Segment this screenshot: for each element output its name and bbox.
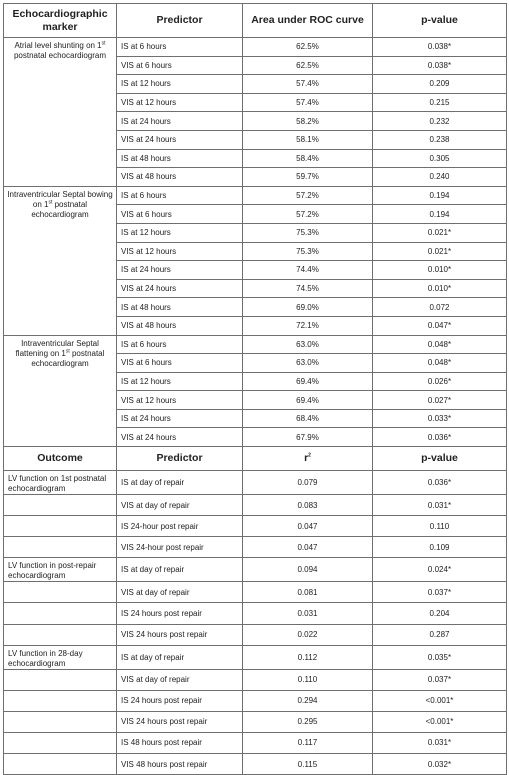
table-row	[4, 711, 507, 732]
table-row	[4, 558, 507, 582]
r2-cell: 0.110	[243, 669, 373, 690]
p-value-cell: 0.026*	[373, 372, 507, 391]
auc-cell: 57.4%	[243, 93, 373, 112]
r2-cell: 0.022	[243, 624, 373, 645]
p-value-cell: 0.010*	[373, 261, 507, 280]
outcome-cell	[4, 603, 117, 624]
outcome-cell: LV function in 28-day echocardiogram	[4, 645, 117, 669]
auc-cell: 75.3%	[243, 242, 373, 261]
p-value-cell: 0.238	[373, 130, 507, 149]
predictor-cell: VIS at 24 hours	[117, 428, 243, 447]
auc-cell: 75.3%	[243, 223, 373, 242]
predictor-cell: VIS 48 hours post repair	[117, 754, 243, 775]
p-value-cell: 0.048*	[373, 335, 507, 354]
table-row	[4, 669, 507, 690]
auc-cell: 72.1%	[243, 316, 373, 335]
auc-cell: 62.5%	[243, 56, 373, 75]
predictor-cell: IS at day of repair	[117, 645, 243, 669]
auc-cell: 57.4%	[243, 75, 373, 94]
auc-cell: 59.7%	[243, 168, 373, 187]
predictor-cell: IS 24 hours post repair	[117, 603, 243, 624]
echo-marker-cell: Atrial level shunting on 1st postnatal echocardiogram	[4, 38, 117, 187]
predictor-cell: IS at 48 hours	[117, 149, 243, 168]
auc-cell: 68.4%	[243, 409, 373, 428]
predictor-cell: IS at 24 hours	[117, 409, 243, 428]
r2-cell: 0.117	[243, 732, 373, 753]
predictor-cell: VIS at 6 hours	[117, 205, 243, 224]
p-value-cell: 0.032*	[373, 754, 507, 775]
r2-cell: 0.079	[243, 471, 373, 495]
table-row	[4, 603, 507, 624]
r2-cell: 0.112	[243, 645, 373, 669]
auc-cell: 58.2%	[243, 112, 373, 131]
predictor-cell: VIS at 12 hours	[117, 242, 243, 261]
predictor-cell: VIS at 48 hours	[117, 168, 243, 187]
auc-cell: 69.4%	[243, 372, 373, 391]
p-value-cell: 0.109	[373, 537, 507, 558]
r2-cell: 0.047	[243, 516, 373, 537]
table2-header-row	[4, 447, 507, 471]
predictor-cell: VIS 24 hours post repair	[117, 711, 243, 732]
p-value-cell: 0.209	[373, 75, 507, 94]
predictor-cell: IS at 12 hours	[117, 372, 243, 391]
p-value-cell: 0.021*	[373, 242, 507, 261]
auc-cell: 57.2%	[243, 205, 373, 224]
p-value-cell: 0.287	[373, 624, 507, 645]
p-value-cell: 0.036*	[373, 428, 507, 447]
predictor-cell: IS at 48 hours	[117, 298, 243, 317]
p-value-cell: 0.010*	[373, 279, 507, 298]
echo-marker-cell: Intraventricular Septal flattening on 1st postnatal echocardiogram	[4, 335, 117, 447]
predictor-column-header: Predictor	[117, 4, 243, 38]
table-row	[4, 471, 507, 495]
r2-column-header: $r^2$	[243, 447, 373, 471]
p-value-cell: 0.110	[373, 516, 507, 537]
auc-cell: 74.4%	[243, 261, 373, 280]
predictor-cell: VIS at 12 hours	[117, 391, 243, 410]
outcome-cell	[4, 624, 117, 645]
p-value-cell: 0.215	[373, 93, 507, 112]
results-table	[3, 3, 507, 775]
p-value-column-header: p-value	[373, 447, 507, 471]
r2-cell: 0.047	[243, 537, 373, 558]
table-row	[4, 732, 507, 753]
outcome-cell	[4, 669, 117, 690]
auc-cell: 69.4%	[243, 391, 373, 410]
p-value-cell: <0.001*	[373, 690, 507, 711]
auc-cell: 67.9%	[243, 428, 373, 447]
p-value-cell: 0.194	[373, 205, 507, 224]
outcome-cell	[4, 754, 117, 775]
auc-cell: 57.2%	[243, 186, 373, 205]
table-row	[4, 516, 507, 537]
auc-cell: 74.5%	[243, 279, 373, 298]
r2-cell: 0.081	[243, 582, 373, 603]
auc-column-header: Area under ROC curve	[243, 4, 373, 38]
predictor-cell: IS at 24 hours	[117, 112, 243, 131]
predictor-cell: IS 24-hour post repair	[117, 516, 243, 537]
table-row	[4, 38, 507, 57]
table-row	[4, 495, 507, 516]
predictor-cell: IS at day of repair	[117, 471, 243, 495]
table-row	[4, 754, 507, 775]
echo-marker-cell: Intraventricular Septal bowing on 1st postnatal echocardiogram	[4, 186, 117, 335]
p-value-cell: 0.027*	[373, 391, 507, 410]
table-row	[4, 186, 507, 205]
table-row	[4, 582, 507, 603]
p-value-cell: <0.001*	[373, 711, 507, 732]
predictor-cell: IS at 6 hours	[117, 335, 243, 354]
outcome-cell	[4, 495, 117, 516]
r2-cell: 0.031	[243, 603, 373, 624]
outcome-cell	[4, 582, 117, 603]
predictor-cell: IS at 6 hours	[117, 38, 243, 57]
auc-cell: 58.1%	[243, 130, 373, 149]
auc-cell: 62.5%	[243, 38, 373, 57]
p-value-cell: 0.232	[373, 112, 507, 131]
predictor-cell: VIS at 24 hours	[117, 130, 243, 149]
predictor-cell: VIS at 12 hours	[117, 93, 243, 112]
p-value-cell: 0.037*	[373, 582, 507, 603]
predictor-cell: VIS at 6 hours	[117, 56, 243, 75]
outcome-cell	[4, 732, 117, 753]
table-row	[4, 335, 507, 354]
r2-cell: 0.094	[243, 558, 373, 582]
predictor-cell: IS at 6 hours	[117, 186, 243, 205]
p-value-cell: 0.047*	[373, 316, 507, 335]
r2-cell: 0.115	[243, 754, 373, 775]
predictor-cell: VIS at 48 hours	[117, 316, 243, 335]
r2-cell: 0.295	[243, 711, 373, 732]
p-value-cell: 0.037*	[373, 669, 507, 690]
r2-cell: 0.083	[243, 495, 373, 516]
marker-column-header: Echocardiographic marker	[4, 4, 117, 38]
p-value-cell: 0.024*	[373, 558, 507, 582]
p-value-cell: 0.305	[373, 149, 507, 168]
predictor-column-header: Predictor	[117, 447, 243, 471]
p-value-cell: 0.204	[373, 603, 507, 624]
predictor-cell: VIS 24-hour post repair	[117, 537, 243, 558]
predictor-cell: VIS at day of repair	[117, 669, 243, 690]
predictor-cell: IS at day of repair	[117, 558, 243, 582]
predictor-cell: IS 24 hours post repair	[117, 690, 243, 711]
p-value-column-header: p-value	[373, 4, 507, 38]
p-value-cell: 0.072	[373, 298, 507, 317]
predictor-cell: VIS at 6 hours	[117, 354, 243, 373]
p-value-cell: 0.036*	[373, 471, 507, 495]
p-value-cell: 0.038*	[373, 56, 507, 75]
table-row	[4, 645, 507, 669]
predictor-cell: VIS at day of repair	[117, 582, 243, 603]
predictor-cell: VIS at 24 hours	[117, 279, 243, 298]
outcome-cell: LV function in post-repair echocardiogram	[4, 558, 117, 582]
p-value-cell: 0.240	[373, 168, 507, 187]
p-value-cell: 0.035*	[373, 645, 507, 669]
outcome-cell	[4, 537, 117, 558]
outcome-cell: LV function on 1st postnatal echocardiogram	[4, 471, 117, 495]
auc-cell: 58.4%	[243, 149, 373, 168]
auc-cell: 63.0%	[243, 354, 373, 373]
p-value-cell: 0.031*	[373, 732, 507, 753]
outcome-cell	[4, 690, 117, 711]
outcome-cell	[4, 711, 117, 732]
outcome-column-header: Outcome	[4, 447, 117, 471]
auc-cell: 69.0%	[243, 298, 373, 317]
predictor-cell: IS at 24 hours	[117, 261, 243, 280]
r2-cell: 0.294	[243, 690, 373, 711]
p-value-cell: 0.038*	[373, 38, 507, 57]
predictor-cell: VIS 24 hours post repair	[117, 624, 243, 645]
predictor-cell: VIS at day of repair	[117, 495, 243, 516]
auc-cell: 63.0%	[243, 335, 373, 354]
table-row	[4, 537, 507, 558]
outcome-cell	[4, 516, 117, 537]
predictor-cell: IS 48 hours post repair	[117, 732, 243, 753]
p-value-cell: 0.033*	[373, 409, 507, 428]
table-row	[4, 624, 507, 645]
predictor-cell: IS at 12 hours	[117, 75, 243, 94]
p-value-cell: 0.048*	[373, 354, 507, 373]
predictor-cell: IS at 12 hours	[117, 223, 243, 242]
p-value-cell: 0.031*	[373, 495, 507, 516]
table-row	[4, 690, 507, 711]
p-value-cell: 0.194	[373, 186, 507, 205]
table1-header-row	[4, 4, 507, 38]
p-value-cell: 0.021*	[373, 223, 507, 242]
